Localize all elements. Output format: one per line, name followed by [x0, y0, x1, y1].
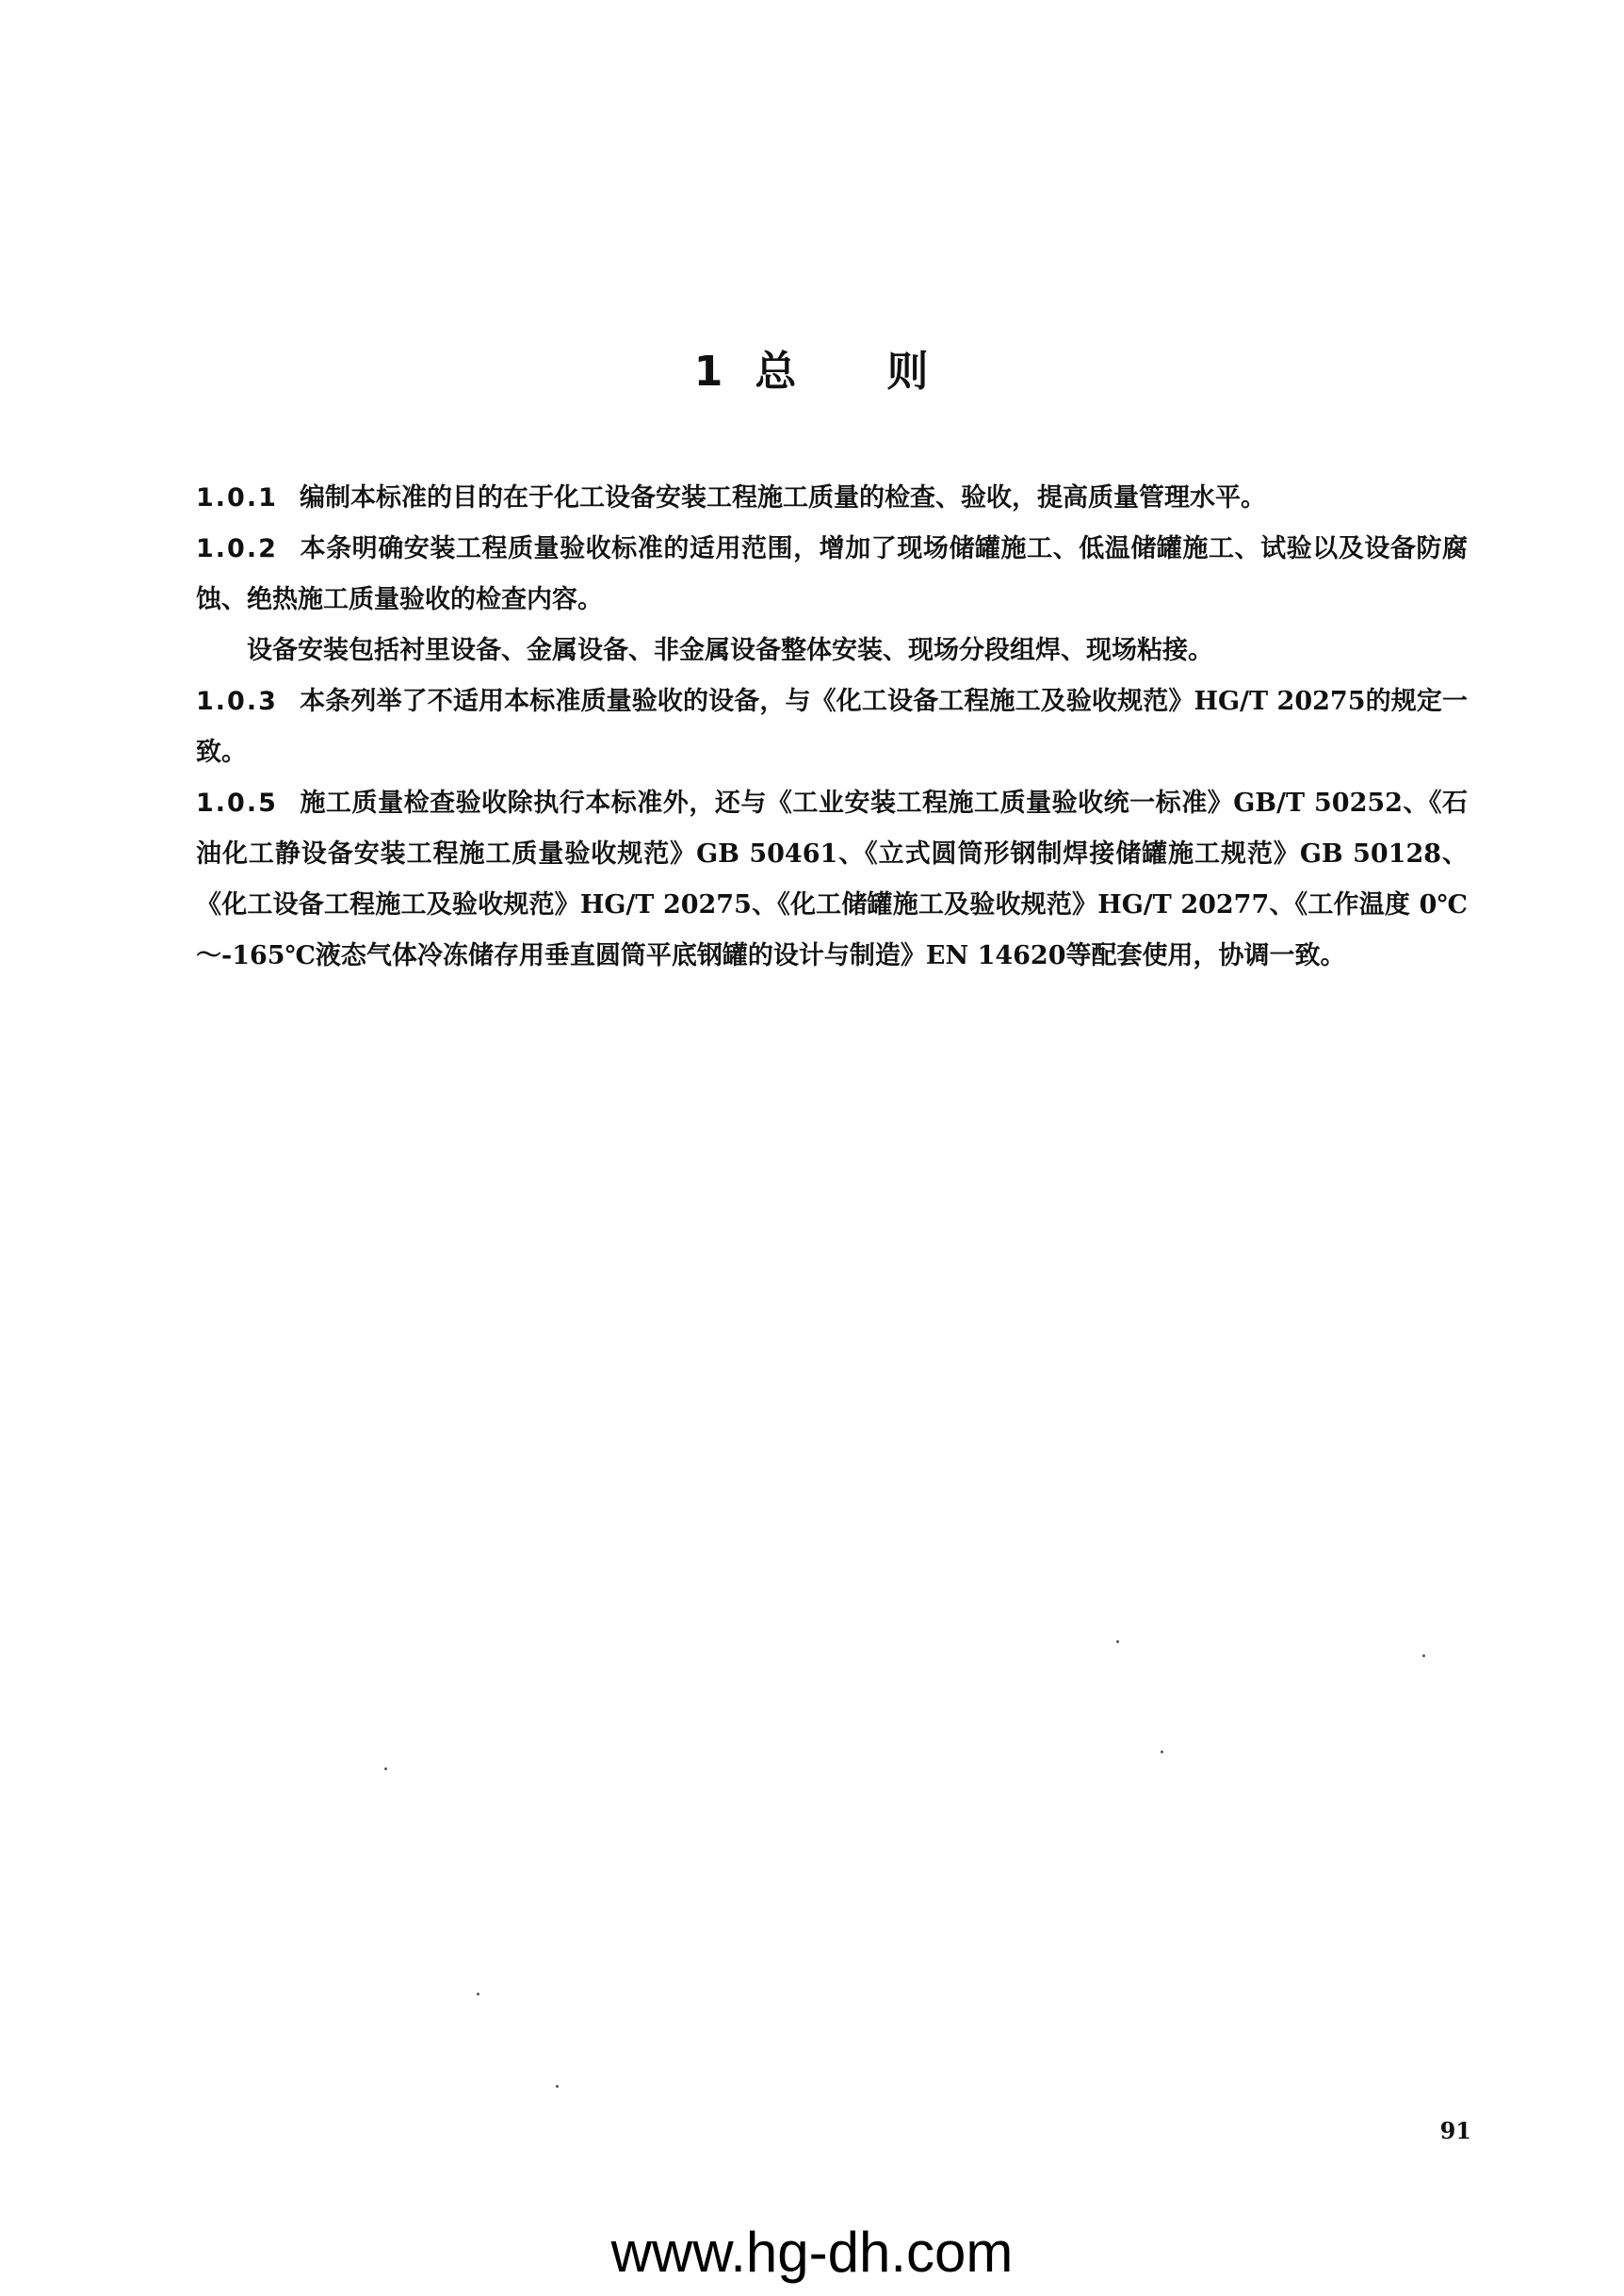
- scan-speck: [477, 1993, 479, 1995]
- clause-number: 1.0.5: [196, 789, 278, 818]
- clause-1-0-1: [196, 473, 1468, 524]
- scan-speck: [1161, 1750, 1163, 1753]
- chapter-title-char-2: 则: [886, 348, 931, 396]
- clause-text: 编制本标准的目的在于化工设备安装工程施工质量的检查、验收，提高质量管理水平。: [300, 483, 1266, 513]
- scan-speck: [384, 1767, 387, 1770]
- clause-1-0-5: [196, 778, 1468, 982]
- clause-1-0-2: [196, 524, 1468, 626]
- clause-1-0-2-paragraph: 设备安装包括衬里设备、金属设备、非金属设备整体安装、现场分段组焊、现场粘接。: [247, 636, 1213, 665]
- page-title: [0, 337, 1624, 398]
- scan-speck: [1116, 1640, 1119, 1643]
- clause-text: 本条明确安装工程质量验收标准的适用范围，增加了现场储罐施工、低温储罐施工、试验以及设备防腐蚀、绝热施工质量验收的检查内容。: [196, 534, 1468, 614]
- clause-number: 1.0.1: [196, 483, 278, 513]
- clause-1-0-3: [196, 676, 1468, 778]
- clause-text: 本条列举了不适用本标准质量验收的设备，与《化工设备工程施工及验收规范》HG/T 20275的规定一致。: [196, 687, 1468, 767]
- scan-speck: [556, 2085, 559, 2088]
- clause-number: 1.0.2: [196, 534, 278, 563]
- watermark-url: www.hg-dh.com: [610, 2221, 1014, 2284]
- chapter-number: 1: [693, 348, 725, 396]
- chapter-body: [196, 473, 1468, 982]
- page-number: 91: [1439, 2117, 1471, 2144]
- scan-speck: [1422, 1654, 1425, 1657]
- clause-text: 施工质量检查验收除执行本标准外，还与《工业安装工程施工质量验收统一标准》GB/T 50252、《石油化工静设备安装工程施工质量验收规范》GB 50461、《立式圆筒形钢制焊接储罐施工规范》GB 50128、《化工设备工程施工及验收规范》HG/T 20275、《化工储罐施工及验收规范》HG/T 20277、《工作温度 0℃～-165℃液态气体冷冻储存用垂直圆筒平底钢罐的设计与制造》EN 14620等配套使用，协调一致。: [196, 789, 1468, 970]
- clause-number: 1.0.3: [196, 687, 278, 716]
- chapter-title-char-1: 总: [755, 348, 799, 396]
